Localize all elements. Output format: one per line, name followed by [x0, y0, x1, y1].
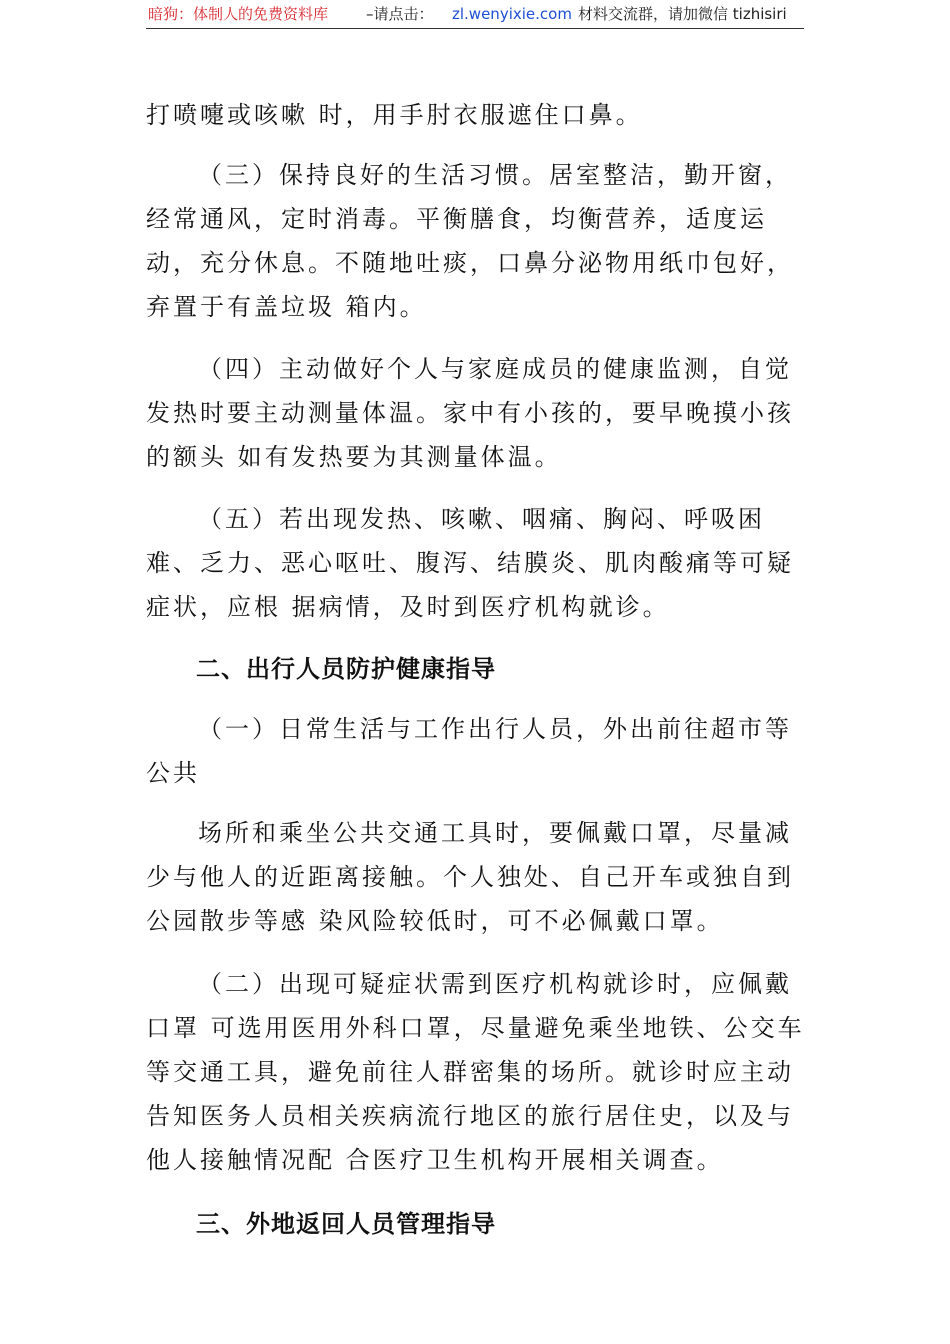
paragraph-cough-etiquette: 打喷嚏或咳嗽 时，用手肘衣服遮住口鼻。 — [146, 101, 643, 129]
paragraph-item-3: （三）保持良好的生活习惯。居室整洁，勤开窗，经常通风，定时消毒。平衡膳食，均衡营养，适度运动，充分休息。不随地吐痰，口鼻分泌物用纸巾包好，弃置于有盖垃圾 箱内。 — [146, 161, 794, 321]
header-click-prompt: –请点击： — [366, 5, 434, 23]
paragraph-item-4: （四）主动做好个人与家庭成员的健康监测，自觉发热时要主动测量体温。家中有小孩的，要早晚摸小孩的额头 如有发热要为其测量体温。 — [146, 355, 794, 471]
section-heading-2: 二、出行人员防护健康指导 — [196, 655, 496, 683]
paragraph-2-item-1: （一）日常生活与工作出行人员，外出前往超市等公共 — [146, 715, 792, 787]
header-contact-text: 材料交流群，请加微信 tizhisiri — [578, 5, 787, 23]
section-heading-3: 三、外地返回人员管理指导 — [196, 1210, 496, 1238]
page-header — [0, 0, 950, 28]
header-site-link[interactable]: zl.wenyixie.com — [452, 5, 572, 23]
paragraph-2-item-2: （二）出现可疑症状需到医疗机构就诊时，应佩戴口罩 可选用医用外科口罩，尽量避免乘坐地铁、公交车等交通工具，避免前往人群密集的场所。就诊时应主动告知医务人员相关疾病流行地区的旅行居住史，以及与他人接触情况配 合医疗卫生机构开展相关调查。 — [146, 970, 805, 1174]
header-divider — [146, 28, 804, 29]
paragraph-item-5: （五）若出现发热、咳嗽、咽痛、胸闷、呼吸困难、乏力、恶心呕吐、腹泻、结膜炎、肌肉酸痛等可疑症状，应根 据病情，及时到医疗机构就诊。 — [146, 505, 794, 621]
paragraph-2-item-1-continued: 场所和乘坐公共交通工具时，要佩戴口罩，尽量减少与他人的近距离接触。个人独处、自己开车或独自到公园散步等感 染风险较低时，可不必佩戴口罩。 — [146, 819, 794, 935]
header-site-name: 暗狗：体制人的免费资料库 — [148, 5, 329, 23]
